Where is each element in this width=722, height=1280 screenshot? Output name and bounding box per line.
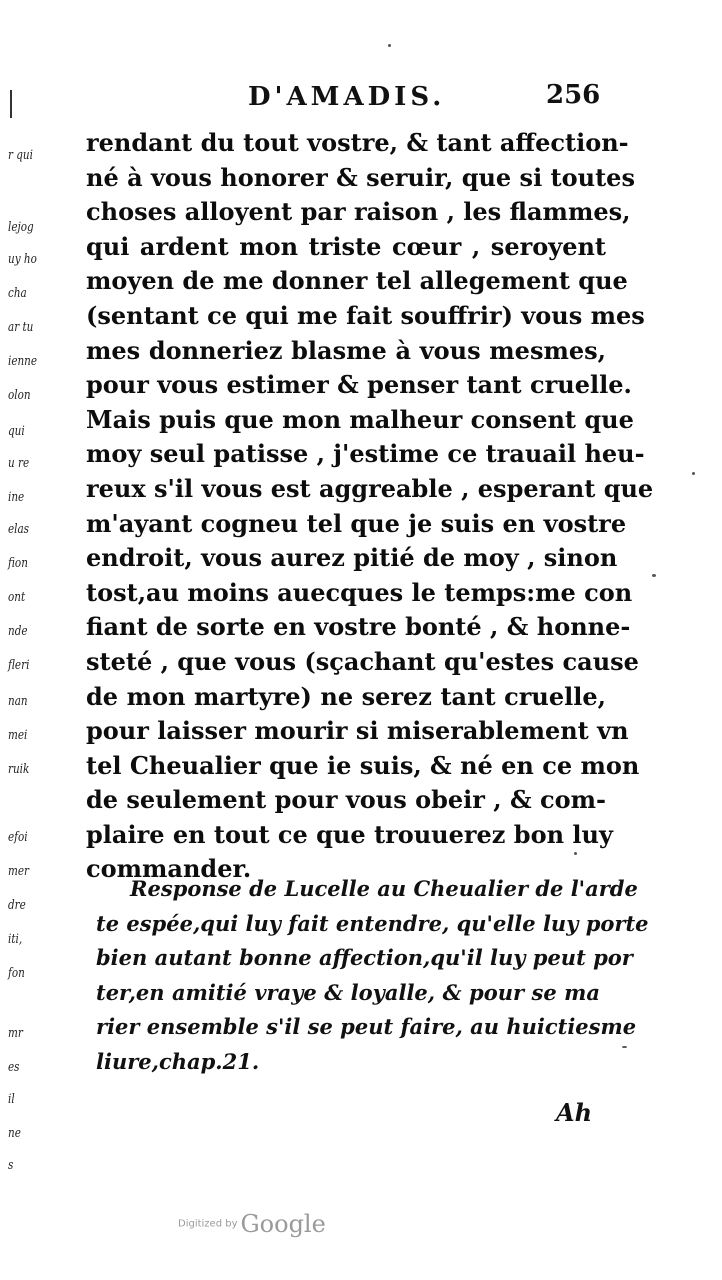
margin-fragment: s [8,1158,14,1173]
text-line: rendant du tout vostre, & tant affection- [86,128,629,157]
margin-fragment: nde [8,624,28,639]
text-line: né à vous honorer & seruir, que si toutes [86,162,635,192]
heading-line: liure,chap.21. [96,1048,260,1074]
scan-speck [622,1046,627,1048]
margin-fragment: ont [8,590,26,605]
text-line: tel Cheualier que ie suis, & né en ce mon [86,750,640,780]
heading-line: te espée,qui luy fait entendre, qu'elle luy porte [96,910,649,936]
heading-line: bien autant bonne affection,qu'il luy peut por [96,945,633,971]
margin-fragment: mr [8,1026,23,1041]
text-line: endroit, vous aurez pitié de moy , sinon [86,543,618,573]
margin-fragment: es [8,1060,20,1075]
margin-fragment: fleri [8,658,30,673]
text-line: choses alloyent par raison , les flammes, [86,197,631,227]
scan-speck [652,574,656,577]
text-line: de seulement pour vous obeir , & com- [86,785,606,815]
scan-speck [388,44,391,47]
margin-fragment: elas [8,522,30,537]
page-header [0,82,722,122]
scan-speck [574,852,577,855]
digitized-watermark [178,1210,326,1238]
heading-line: Response de Lucelle au Cheualier de l'arde [130,876,638,901]
margin-fragment: r qui [8,148,33,163]
margin-fragment: ine [8,490,25,505]
margin-fragment: ne [8,1126,21,1141]
text-line: de mon martyre) ne serez tant cruelle, [86,681,606,711]
margin-fragment: olon [8,388,31,403]
text-line: mes donneriez blasme à vous mesmes, [86,335,606,365]
text-line: pour vous estimer & penser tant cruelle. [86,370,632,400]
text-line: moy seul patisse , j'estime ce trauail heu- [86,439,645,469]
text-line: steté , que vous (sçachant qu'estes cause [86,646,639,676]
margin-fragment: ienne [8,354,38,369]
running-head: D'AMADIS. [248,82,446,112]
scan-speck [692,472,695,475]
left-margin-bleed [0,90,46,1210]
watermark-prefix: Digitized by [178,1218,238,1230]
margin-fragment: mei [8,728,28,743]
margin-fragment: il [8,1092,15,1107]
margin-fragment: dre [8,898,26,913]
page-number: 256 [546,80,601,110]
text-line: pour laisser mourir si miserablement vn [86,716,629,746]
margin-fragment: nan [8,694,28,709]
text-line: commander. [86,854,252,884]
watermark-brand: Google [240,1210,326,1238]
margin-fragment: ar tu [8,320,34,335]
margin-fragment: fion [8,556,28,571]
margin-fragment: lejog [8,220,34,235]
margin-fragment: qui [8,424,25,439]
heading-line: rier ensemble s'il se peut faire, au huictiesme [96,1014,637,1040]
text-line: qui ardent mon triste cœur , seroyent [86,231,606,261]
catchword: Ah [556,1098,593,1127]
margin-fragment: ruik [8,762,30,777]
text-line: (sentant ce qui me fait souffrir) vous mes [86,300,645,330]
margin-fragment: uy ho [8,252,37,267]
chapter-heading [96,872,649,1080]
margin-fragment: iti, [8,932,23,947]
body-text [86,126,654,887]
text-line: m'ayant cogneu tel que je suis en vostre [86,508,627,538]
text-line: Mais puis que mon malheur consent que [86,404,634,434]
margin-fragment: cha [8,286,27,301]
text-line: fiant de sorte en vostre bonté , & honne- [86,612,631,642]
text-line: tost,au moins auecques le temps:me con [86,577,633,607]
margin-fragment: efoi [8,830,28,845]
margin-fragment: u re [8,456,30,471]
margin-fragment: fon [8,966,25,981]
heading-line: ter,en amitié vraye & loyalle, & pour se ma [96,979,600,1005]
text-line: reux s'il vous est aggreable , esperant que [86,473,654,503]
margin-fragment: mer [8,864,29,879]
text-line: plaire en tout ce que trouuerez bon luy [86,819,613,849]
text-line: moyen de me donner tel allegement que [86,266,628,296]
